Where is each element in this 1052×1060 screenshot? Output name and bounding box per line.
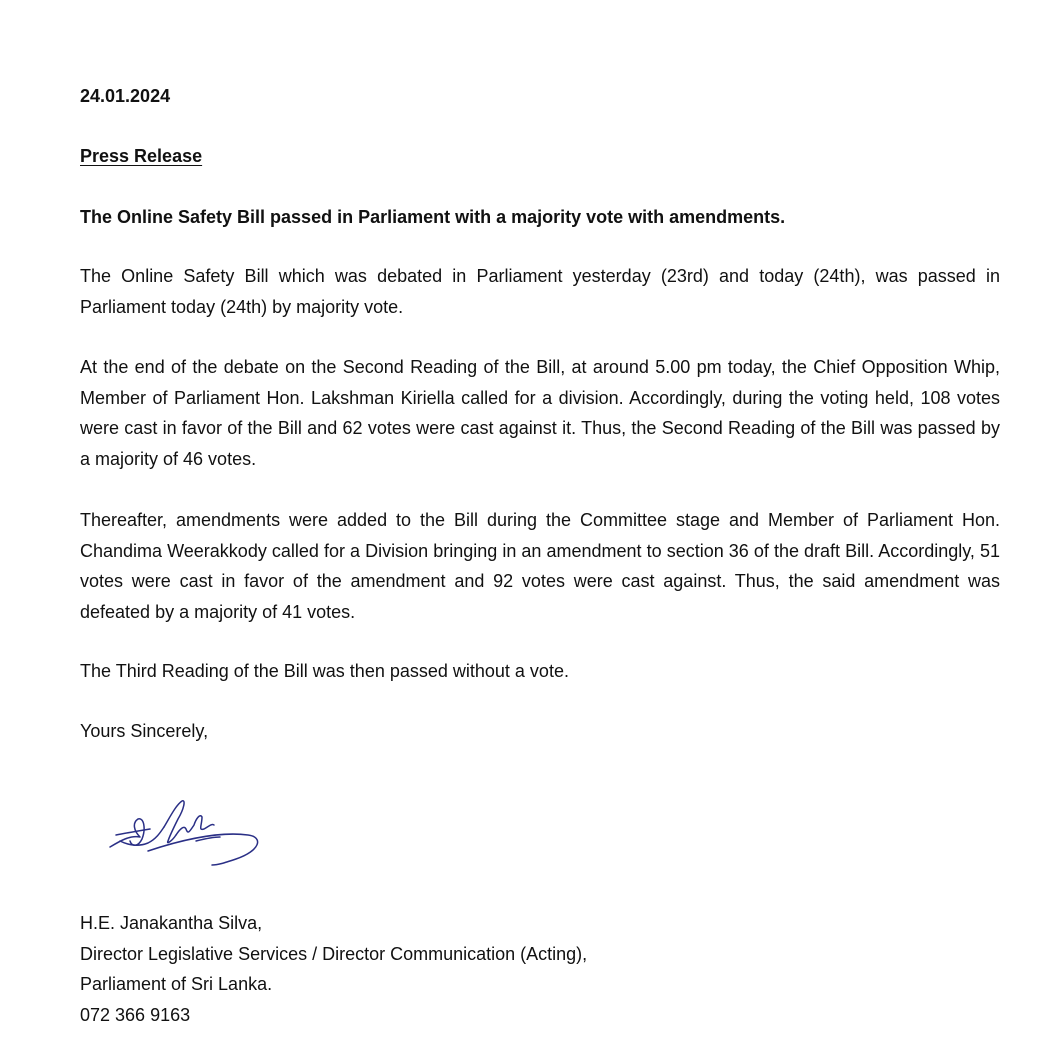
press-release-heading: Press Release xyxy=(80,146,203,166)
signatory-block xyxy=(80,908,587,1030)
body-paragraph: The Online Safety Bill which was debated in Parliament yesterday (23rd) and today (24th), was passed in Parliament today (24th) by majority vote. xyxy=(80,266,1000,317)
body-paragraph: At the end of the debate on the Second Reading of the Bill, at around 5.00 pm today, the Chief Opposition Whip, Member of Parliament Hon. Lakshman Kiriella called for a division. Accordingly, during the voting held, 108 votes were cast in favor of the Bill and 62 votes were cast against it. Thus, the Second Reading of the Bill was passed by a majority of 46 votes. xyxy=(80,357,1000,469)
body-paragraph: Thereafter, amendments were added to the Bill during the Committee stage and Member of Parliament Hon. Chandima Weerakkody called for a Division bringing in an amendment to section 36 of the draft Bill. Accordingly, 51 votes were cast in favor of the amendment and 92 votes were cast against. Thus, the said amendment was defeated by a majority of 41 votes. xyxy=(80,510,1000,622)
signatory-name: H.E. Janakantha Silva, xyxy=(80,913,263,933)
signatory-title: Director Legislative Services / Director Communication (Acting), xyxy=(80,943,588,964)
signatory-phone: 072 366 9163 xyxy=(80,1004,191,1025)
handwritten-signature xyxy=(108,795,268,870)
body-paragraph: The Third Reading of the Bill was then passed without a vote. xyxy=(80,661,569,681)
closing-salutation: Yours Sincerely, xyxy=(80,721,209,741)
press-release-page xyxy=(80,0,1000,1060)
press-release-subject: The Online Safety Bill passed in Parliament with a majority vote with amendments. xyxy=(80,207,786,227)
release-date: 24.01.2024 xyxy=(80,86,171,106)
signatory-organization: Parliament of Sri Lanka. xyxy=(80,974,273,994)
